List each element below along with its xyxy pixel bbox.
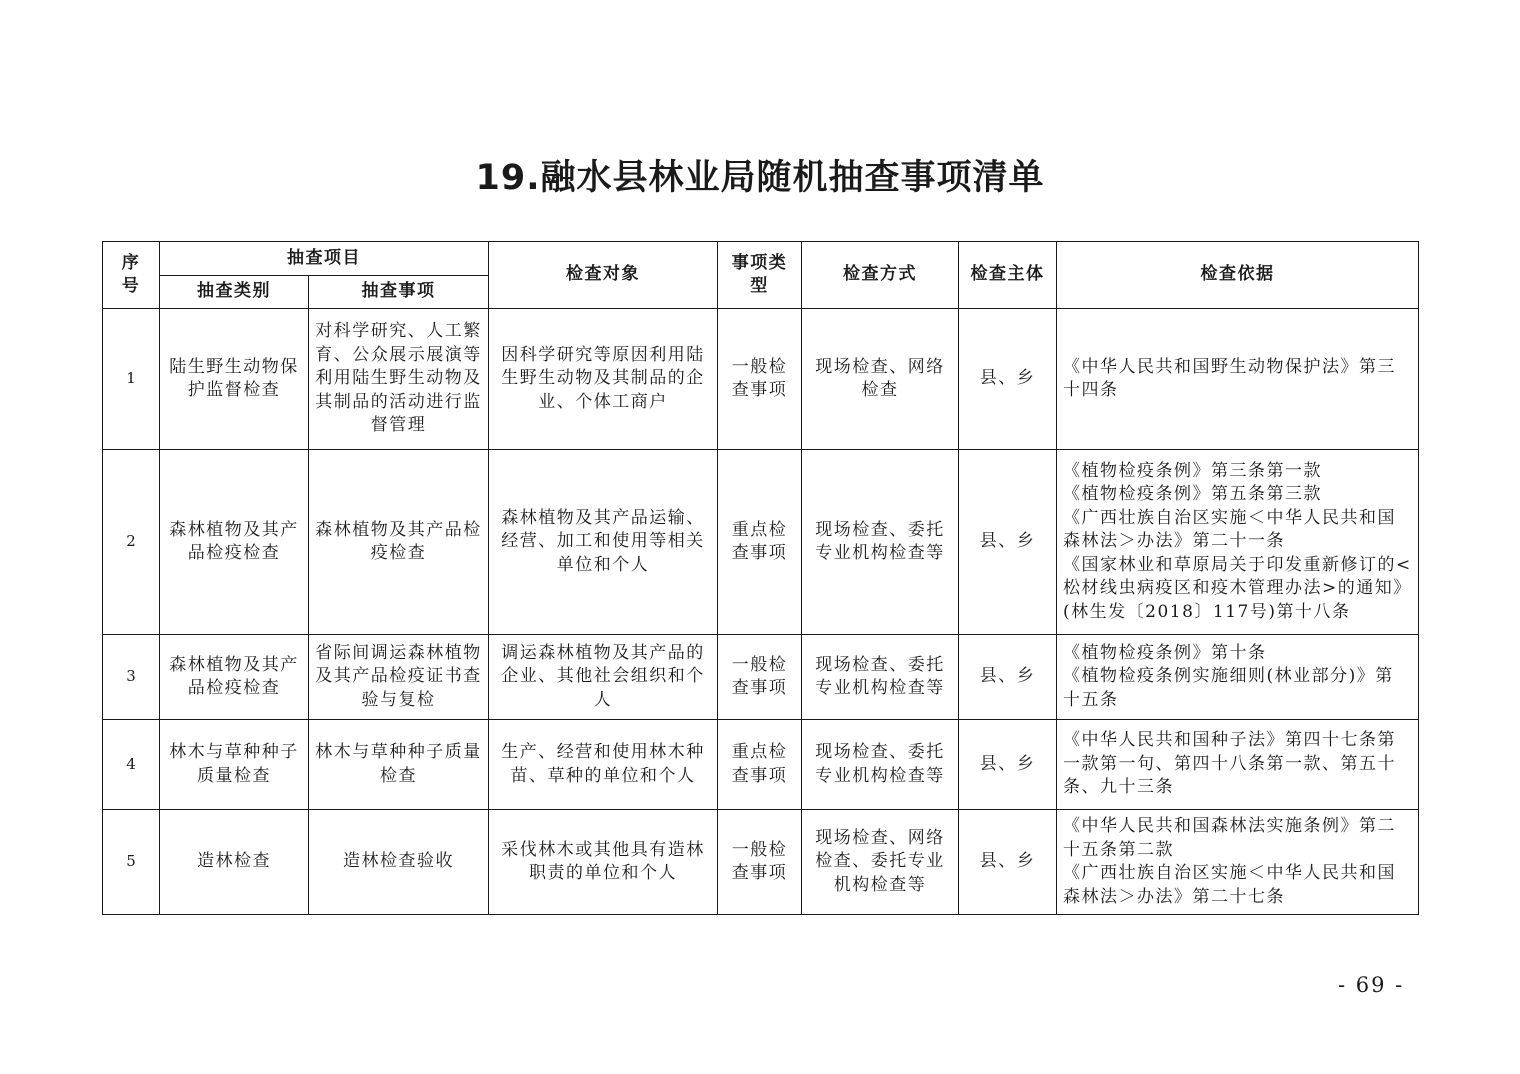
header-row-1	[103, 242, 1419, 276]
row-basis	[1057, 810, 1419, 915]
row-category: 造林检查	[160, 810, 309, 915]
row-subject: 县、乡	[959, 450, 1057, 635]
row-target: 调运森林植物及其产品的企业、其他社会组织和个人	[489, 635, 718, 720]
table-row	[103, 450, 1419, 635]
row-seq: 4	[103, 720, 160, 810]
page-title: 19.融水县林业局随机抽查事项清单	[475, 158, 1045, 198]
table-row	[103, 810, 1419, 915]
basis-line: 《中华人民共和国野生动物保护法》第三十四条	[1063, 356, 1396, 400]
row-subject: 县、乡	[959, 810, 1057, 915]
row-method: 现场检查、委托专业机构检查等	[802, 450, 959, 635]
table-row	[103, 720, 1419, 810]
row-category: 森林植物及其产品检疫检查	[160, 635, 309, 720]
header-subject: 检查主体	[959, 242, 1057, 309]
header-item-group: 抽查项目	[160, 242, 489, 276]
header-type: 事项类 型	[718, 242, 802, 309]
row-type: 一般检查事项	[718, 810, 802, 915]
row-type: 一般检查事项	[718, 635, 802, 720]
row-matter: 对科学研究、人工繁育、公众展示展演等利用陆生野生动物及其制品的活动进行监督管理	[309, 309, 489, 450]
basis-line: 《植物检疫条例》第五条第三款	[1063, 484, 1322, 505]
basis-line: 《中华人民共和国森林法实施条例》第二十五条第二款	[1063, 816, 1396, 860]
row-target: 森林植物及其产品运输、经营、加工和使用等相关单位和个人	[489, 450, 718, 635]
table-row	[103, 309, 1419, 450]
row-category: 陆生野生动物保护监督检查	[160, 309, 309, 450]
row-basis	[1057, 635, 1419, 720]
inspection-items-table	[102, 241, 1419, 915]
basis-line: 《广西壮族自治区实施＜中华人民共和国森林法＞办法》第二十七条	[1063, 863, 1396, 907]
row-seq: 3	[103, 635, 160, 720]
basis-line: 《广西壮族自治区实施＜中华人民共和国森林法＞办法》第二十一条	[1063, 507, 1396, 552]
basis-line: 《国家林业和草原局关于印发重新修订的<松材线虫病疫区和疫木管理办法>的通知》(林生发〔2018〕117号)第十八条	[1063, 554, 1412, 622]
row-seq: 5	[103, 810, 160, 915]
row-seq: 2	[103, 450, 160, 635]
row-basis	[1057, 309, 1419, 450]
header-method: 检查方式	[802, 242, 959, 309]
row-type: 一般检查事项	[718, 309, 802, 450]
row-matter: 省际间调运森林植物及其产品检疫证书查验与复检	[309, 635, 489, 720]
table-row	[103, 635, 1419, 720]
row-method: 现场检查、网络检查、委托专业机构检查等	[802, 810, 959, 915]
basis-line: 《植物检疫条例实施细则(林业部分)》第十五条	[1063, 666, 1394, 710]
row-matter: 林木与草种种子质量检查	[309, 720, 489, 810]
row-matter: 造林检查验收	[309, 810, 489, 915]
row-subject: 县、乡	[959, 309, 1057, 450]
row-target: 因科学研究等原因利用陆生野生动物及其制品的企业、个体工商户	[489, 309, 718, 450]
header-matter: 抽查事项	[309, 276, 489, 309]
header-target: 检查对象	[489, 242, 718, 309]
row-type: 重点检查事项	[718, 450, 802, 635]
row-basis	[1057, 720, 1419, 810]
row-method: 现场检查、网络检查	[802, 309, 959, 450]
row-target: 生产、经营和使用林木种苗、草种的单位和个人	[489, 720, 718, 810]
row-subject: 县、乡	[959, 635, 1057, 720]
row-type: 重点检查事项	[718, 720, 802, 810]
basis-line: 《中华人民共和国种子法》第四十七条第一款第一句、第四十八条第一款、第五十条、九十三条	[1063, 730, 1396, 798]
basis-line: 《植物检疫条例》第十条	[1063, 642, 1267, 663]
row-matter: 森林植物及其产品检疫检查	[309, 450, 489, 635]
row-method: 现场检查、委托专业机构检查等	[802, 635, 959, 720]
row-category: 林木与草种种子质量检查	[160, 720, 309, 810]
row-target: 采伐林木或其他具有造林职责的单位和个人	[489, 810, 718, 915]
row-seq: 1	[103, 309, 160, 450]
header-basis: 检查依据	[1057, 242, 1419, 309]
row-method: 现场检查、委托专业机构检查等	[802, 720, 959, 810]
row-category: 森林植物及其产品检疫检查	[160, 450, 309, 635]
row-basis	[1057, 450, 1419, 635]
basis-line: 《植物检疫条例》第三条第一款	[1063, 460, 1322, 481]
header-seq: 序 号	[103, 242, 160, 309]
header-category: 抽查类别	[160, 276, 309, 309]
page-number: - 69 -	[1338, 973, 1405, 997]
row-subject: 县、乡	[959, 720, 1057, 810]
